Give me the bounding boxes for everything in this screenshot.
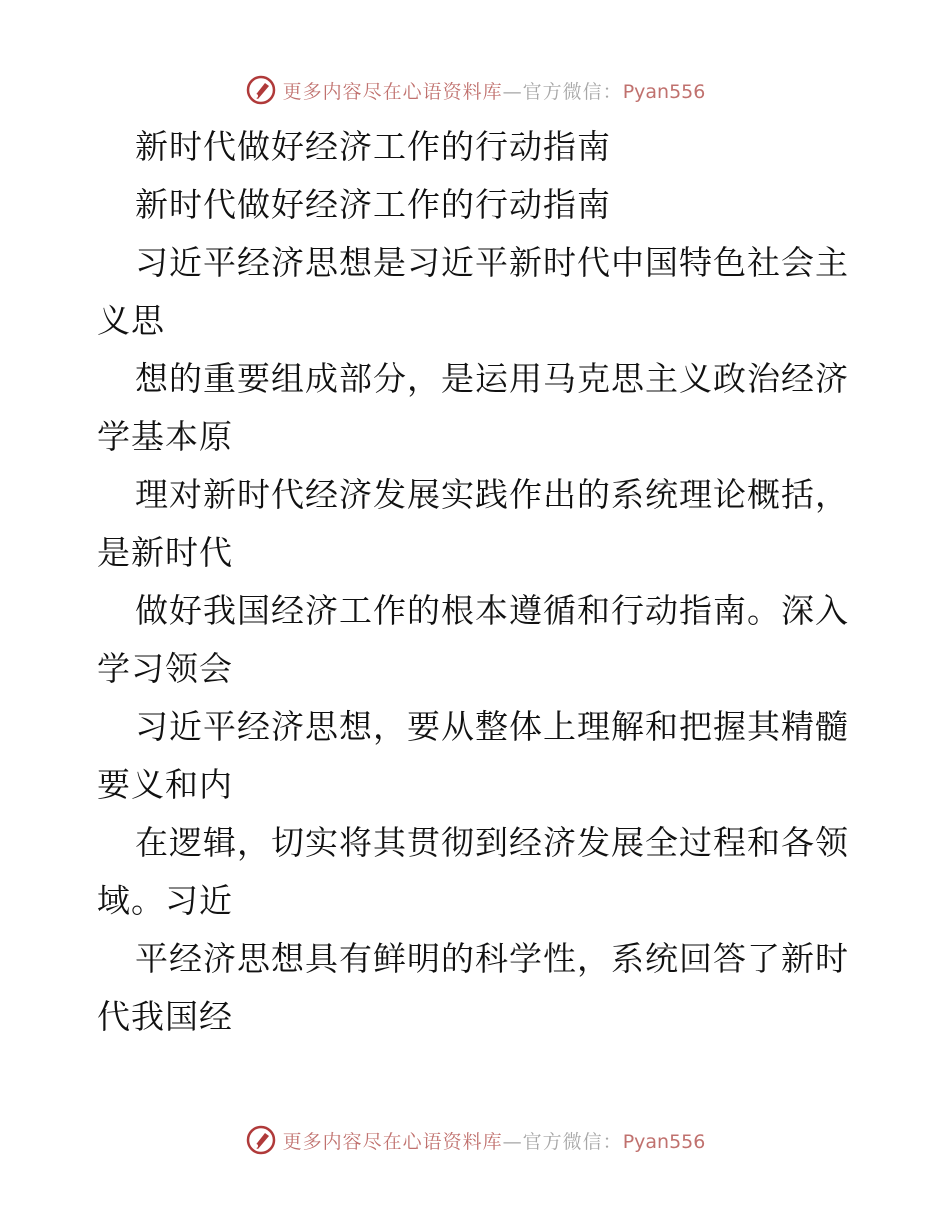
watermark-text: 更多内容尽在心语资料库—官方微信：Pyan556 (282, 80, 706, 103)
text-line: 理对新时代经济发展实践作出的系统理论概括， (135, 475, 849, 514)
text-line: 习近平经济思想，要从整体上理解和把握其精髓 (135, 707, 849, 746)
text-line: 学基本原 (97, 417, 233, 456)
document-body (97, 118, 857, 1046)
text-line: 想的重要组成部分，是运用马克思主义政治经济 (135, 359, 849, 398)
text-line: 做好我国经济工作的根本遵循和行动指南。深入 (135, 591, 849, 630)
text-line: 代我国经 (97, 997, 233, 1036)
pen-logo-icon (245, 1124, 277, 1156)
text-line: 要义和内 (97, 765, 233, 804)
header-watermark (0, 70, 950, 110)
text-line: 学习领会 (97, 649, 233, 688)
text-line: 是新时代 (97, 533, 233, 572)
text-line: 平经济思想具有鲜明的科学性，系统回答了新时 (135, 939, 849, 978)
text-line: 义思 (97, 301, 165, 340)
text-line: 新时代做好经济工作的行动指南 (135, 185, 611, 224)
footer-watermark (0, 1120, 950, 1160)
text-line: 习近平经济思想是习近平新时代中国特色社会主 (135, 243, 849, 282)
pen-logo-icon (245, 74, 277, 106)
text-line: 域。习近 (97, 881, 233, 920)
text-line: 在逻辑，切实将其贯彻到经济发展全过程和各领 (135, 823, 849, 862)
watermark-text: 更多内容尽在心语资料库—官方微信：Pyan556 (282, 1130, 706, 1153)
text-line: 新时代做好经济工作的行动指南 (135, 127, 611, 166)
